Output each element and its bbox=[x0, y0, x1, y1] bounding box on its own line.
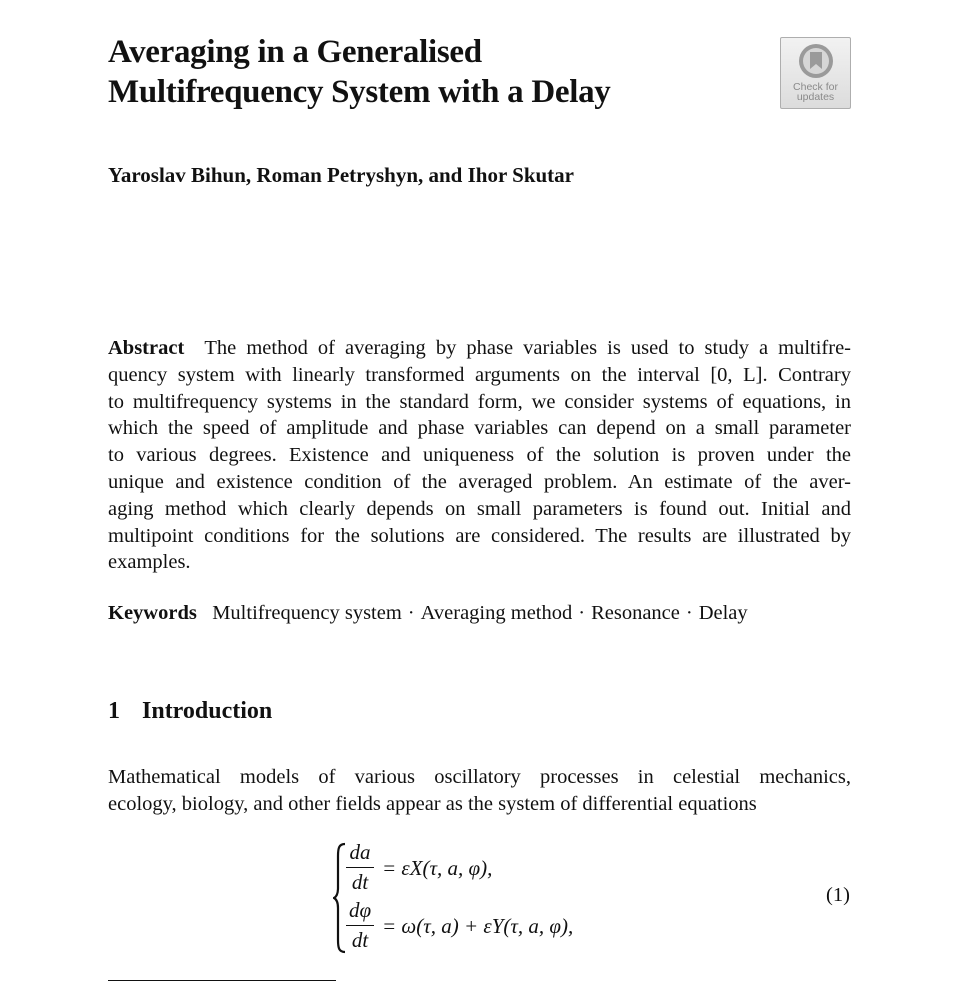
abstract bbox=[108, 335, 851, 576]
check-for-updates-badge[interactable] bbox=[780, 37, 851, 109]
keyword-separator: · bbox=[407, 602, 415, 624]
section-heading bbox=[108, 698, 272, 725]
keyword: Resonance bbox=[591, 602, 680, 624]
section-number: 1 bbox=[108, 698, 120, 724]
keyword: Averaging method bbox=[420, 602, 573, 624]
abstract-line: which the speed of amplitude and phase variables can depend on a small parameter bbox=[108, 417, 851, 440]
keyword: Multifrequency system bbox=[212, 602, 402, 624]
equation-brace bbox=[333, 842, 347, 954]
keyword-separator: · bbox=[685, 602, 693, 624]
fraction-bar bbox=[346, 867, 374, 868]
keyword-separator: · bbox=[578, 602, 586, 624]
fraction bbox=[346, 898, 374, 953]
fraction-denominator: dt bbox=[351, 928, 369, 952]
abstract-line: multipoint conditions for the solutions are considered. The results are illustrated by bbox=[108, 524, 851, 547]
fraction-bar bbox=[346, 925, 374, 926]
paper-title bbox=[108, 32, 748, 112]
intro-paragraph bbox=[108, 764, 851, 818]
abstract-label: Abstract bbox=[108, 337, 185, 359]
equation-rhs: = ω(τ, a) + εY(τ, a, φ), bbox=[382, 914, 574, 938]
abstract-line: unique and existence condition of the averaged problem. An estimate of the aver- bbox=[108, 470, 851, 493]
abstract-line: to multifrequency systems in the standard form, we consider systems of equations, in bbox=[108, 390, 851, 413]
keywords-label: Keywords bbox=[108, 602, 197, 624]
abstract-line: to various degrees. Existence and uniqueness of the solution is proven under the bbox=[108, 444, 851, 467]
equation-rhs: = εX(τ, a, φ), bbox=[382, 856, 493, 880]
intro-line: ecology, biology, and other fields appear as the system of differential equations bbox=[108, 793, 757, 815]
bookmark-circle-icon bbox=[797, 42, 835, 80]
intro-line: Mathematical models of various oscillatory processes in celestial mechanics, bbox=[108, 766, 851, 788]
badge-text-line-2: updates bbox=[796, 91, 835, 103]
fraction-denominator: dt bbox=[351, 870, 369, 894]
abstract-line: aging method which clearly depends on small parameters is found out. Initial and bbox=[108, 497, 851, 520]
title-line-2: Multifrequency System with a Delay bbox=[108, 74, 611, 110]
fraction-numerator: da bbox=[349, 840, 371, 864]
author-list: Yaroslav Bihun, Roman Petryshyn, and Ihor Skutar bbox=[108, 163, 574, 187]
badge-text-line-1: Check for bbox=[793, 81, 838, 93]
keywords bbox=[108, 602, 748, 625]
fraction-numerator: dφ bbox=[348, 898, 372, 922]
keyword: Delay bbox=[698, 602, 748, 624]
fraction bbox=[346, 840, 374, 895]
abstract-line: quency system with linearly transformed arguments on the interval [0, L]. Contrary bbox=[108, 363, 851, 386]
title-line-1: Averaging in a Generalised bbox=[108, 34, 482, 70]
abstract-line: examples. bbox=[108, 551, 191, 574]
section-title: Introduction bbox=[142, 698, 273, 724]
footnote-rule bbox=[108, 980, 336, 981]
abstract-line: The method of averaging by phase variables is used to study a multifre- bbox=[204, 337, 851, 359]
equation-number: (1) bbox=[826, 884, 850, 906]
